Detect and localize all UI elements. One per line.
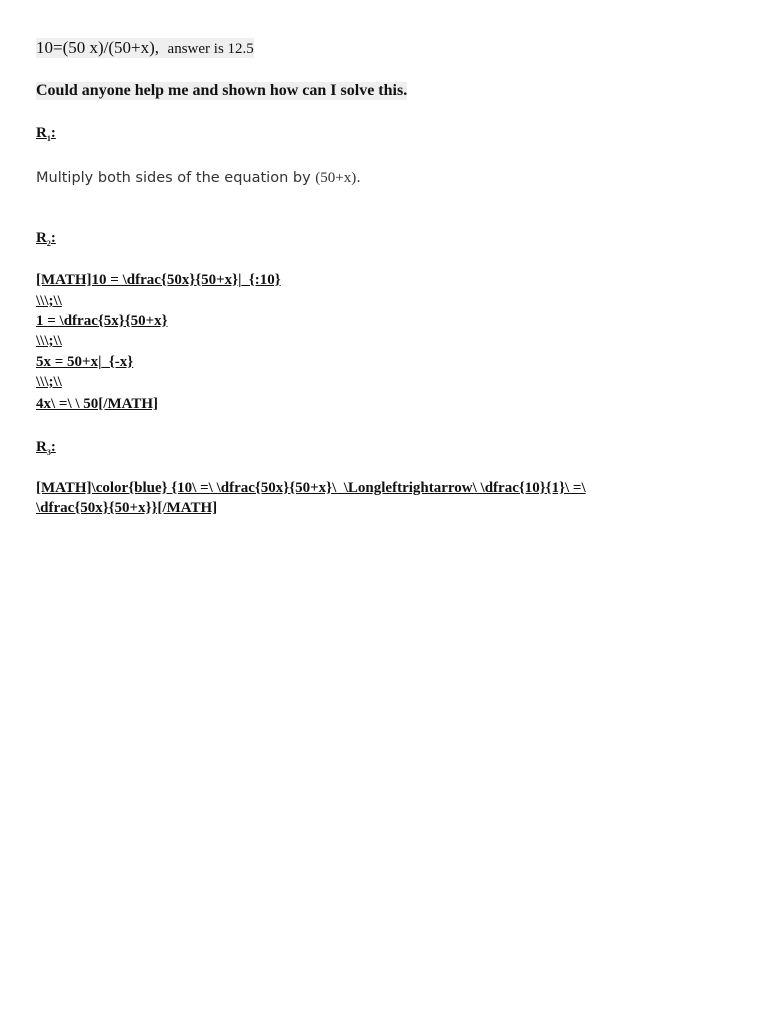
reply-label-index: 2: [46, 239, 51, 248]
reply-label-letter: R: [36, 230, 47, 246]
reply-2-math-line: [MATH]10 = \dfrac{50x}{50+x}|_{:10}: [36, 272, 281, 288]
help-request: Could anyone help me and shown how can I solve this.: [36, 82, 408, 99]
question-line: [36, 38, 254, 58]
reply-1-period: .: [356, 170, 361, 186]
reply-label-suffix: :: [50, 230, 56, 246]
reply-label-suffix: :: [50, 439, 56, 455]
reply-1-expression: (50+x): [315, 170, 357, 186]
reply-3-label: [36, 439, 56, 457]
reply-label-index: 3: [46, 448, 51, 457]
reply-1-sentence: Multiply both sides of the equation by: [36, 170, 311, 186]
reply-label-letter: R: [36, 439, 47, 455]
reply-3-math-line: \dfrac{50x}{50+x}}[/MATH]: [36, 500, 218, 516]
reply-label-suffix: :: [50, 125, 56, 141]
reply-label-index: 1: [46, 134, 51, 143]
reply-2-math-line: \\\;\\: [36, 293, 62, 309]
reply-2-label: [36, 230, 56, 248]
reply-1-text: [36, 170, 361, 187]
reply-2-math-line: 5x = 50+x|_{-x}: [36, 354, 134, 370]
reply-3-math-line: [MATH]\color{blue} {10\ =\ \dfrac{50x}{50+x}\ \Longleftrightarrow\ \dfrac{10}{1}\ =\: [36, 480, 586, 496]
question-answer: answer is 12.5: [167, 41, 254, 57]
reply-2-math-line: 1 = \dfrac{5x}{50+x}: [36, 313, 168, 329]
reply-2-math-line: \\\;\\: [36, 333, 62, 349]
question-equation: 10=(50 x)/(50+x),: [36, 38, 160, 57]
reply-1-label: [36, 125, 56, 143]
reply-2-math-line: 4x\ =\ \ 50[/MATH]: [36, 396, 159, 412]
reply-label-letter: R: [36, 125, 47, 141]
reply-2-math-line: \\\;\\: [36, 374, 62, 390]
